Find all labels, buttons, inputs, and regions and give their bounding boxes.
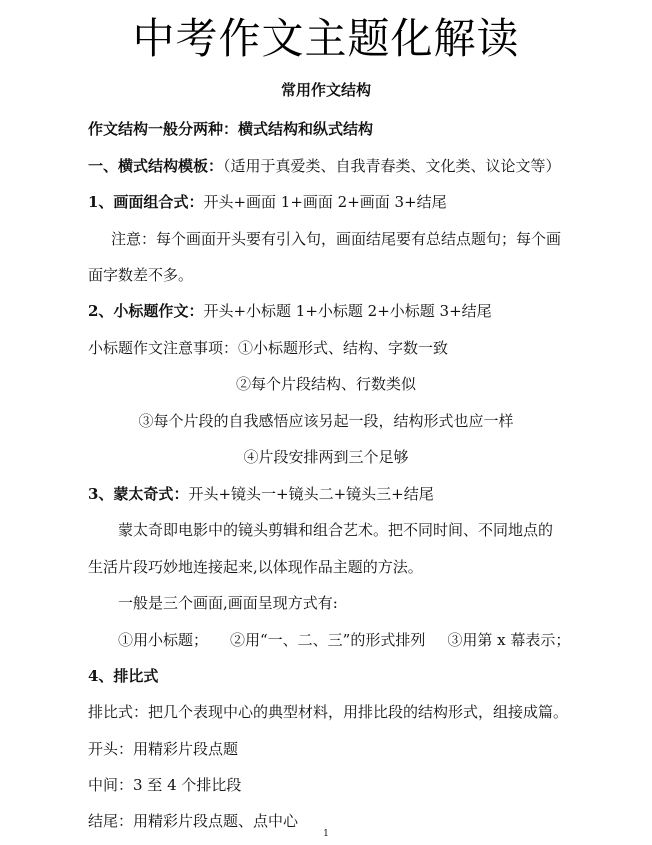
- item3-way1: ①用小标题；: [118, 631, 209, 649]
- item3-way2: ②用“一、二、三”的形式排列: [230, 631, 426, 649]
- item4-middle: 中间：3 至 4 个排比段: [88, 776, 242, 794]
- item2-notes-heading: 小标题作文注意事项：①小标题形式、结构、字数一致: [88, 339, 449, 357]
- item3-way3: ③用第 x 幕表示；: [447, 631, 571, 649]
- item4-start: 开头：用精彩片段点题: [88, 740, 239, 758]
- item4-def: 排比式：把几个表现中心的典型材料，用排比段的结构形式，组接成篇。: [88, 703, 569, 721]
- section1-heading: 一、横式结构模板：: [88, 157, 224, 175]
- page-title: 中考作文主题化解读: [132, 14, 520, 63]
- item2-line: [88, 300, 648, 322]
- item2-label: 2、小标题作文：: [88, 302, 204, 320]
- item3-line: [88, 483, 648, 505]
- page-subtitle: 常用作文结构: [280, 81, 371, 99]
- item2-note2: ②每个片段结构、行数类似: [235, 375, 416, 393]
- item3-text: 开头+镜头一+镜头二+镜头三+结尾: [188, 485, 434, 503]
- item1-note-line1: 注意：每个画面开头要有引入句，画面结尾要有总结点题句；每个画: [111, 230, 562, 248]
- item3-ways-row: [118, 629, 638, 651]
- item4-end: 结尾：用精彩片段点题、点中心: [88, 812, 299, 830]
- item4-label: 4、排比式: [88, 667, 159, 685]
- section1-line: [88, 155, 648, 177]
- item2-text: 开头+小标题 1+小标题 2+小标题 3+结尾: [203, 302, 492, 320]
- item1-label: 1、画面组合式：: [88, 193, 204, 211]
- item2-note3: ③每个片段的自我感悟应该另起一段，结构形式也应一样: [138, 412, 514, 430]
- item3-desc-line1: 蒙太奇即电影中的镜头剪辑和组合艺术。把不同时间、不同地点的: [118, 521, 554, 539]
- item3-label: 3、蒙太奇式：: [88, 485, 189, 503]
- page-number: 1: [323, 829, 329, 839]
- item1-line: [88, 191, 648, 213]
- item3-desc-line2: 生活片段巧妙地连接起来,以体现作品主题的方法。: [88, 558, 423, 576]
- intro-line: 作文结构一般分两种：横式结构和纵式结构: [88, 120, 374, 138]
- item2-note4: ④片段安排两到三个足够: [243, 448, 409, 466]
- item1-text: 开头+画面 1+画面 2+画面 3+结尾: [203, 193, 447, 211]
- item3-ways-intro: 一般是三个画面,画面呈现方式有:: [118, 594, 338, 612]
- item1-note-line2: 面字数差不多。: [88, 266, 194, 284]
- section1-note: （适用于真爱类、自我青春类、文化类、议论文等）: [223, 157, 561, 175]
